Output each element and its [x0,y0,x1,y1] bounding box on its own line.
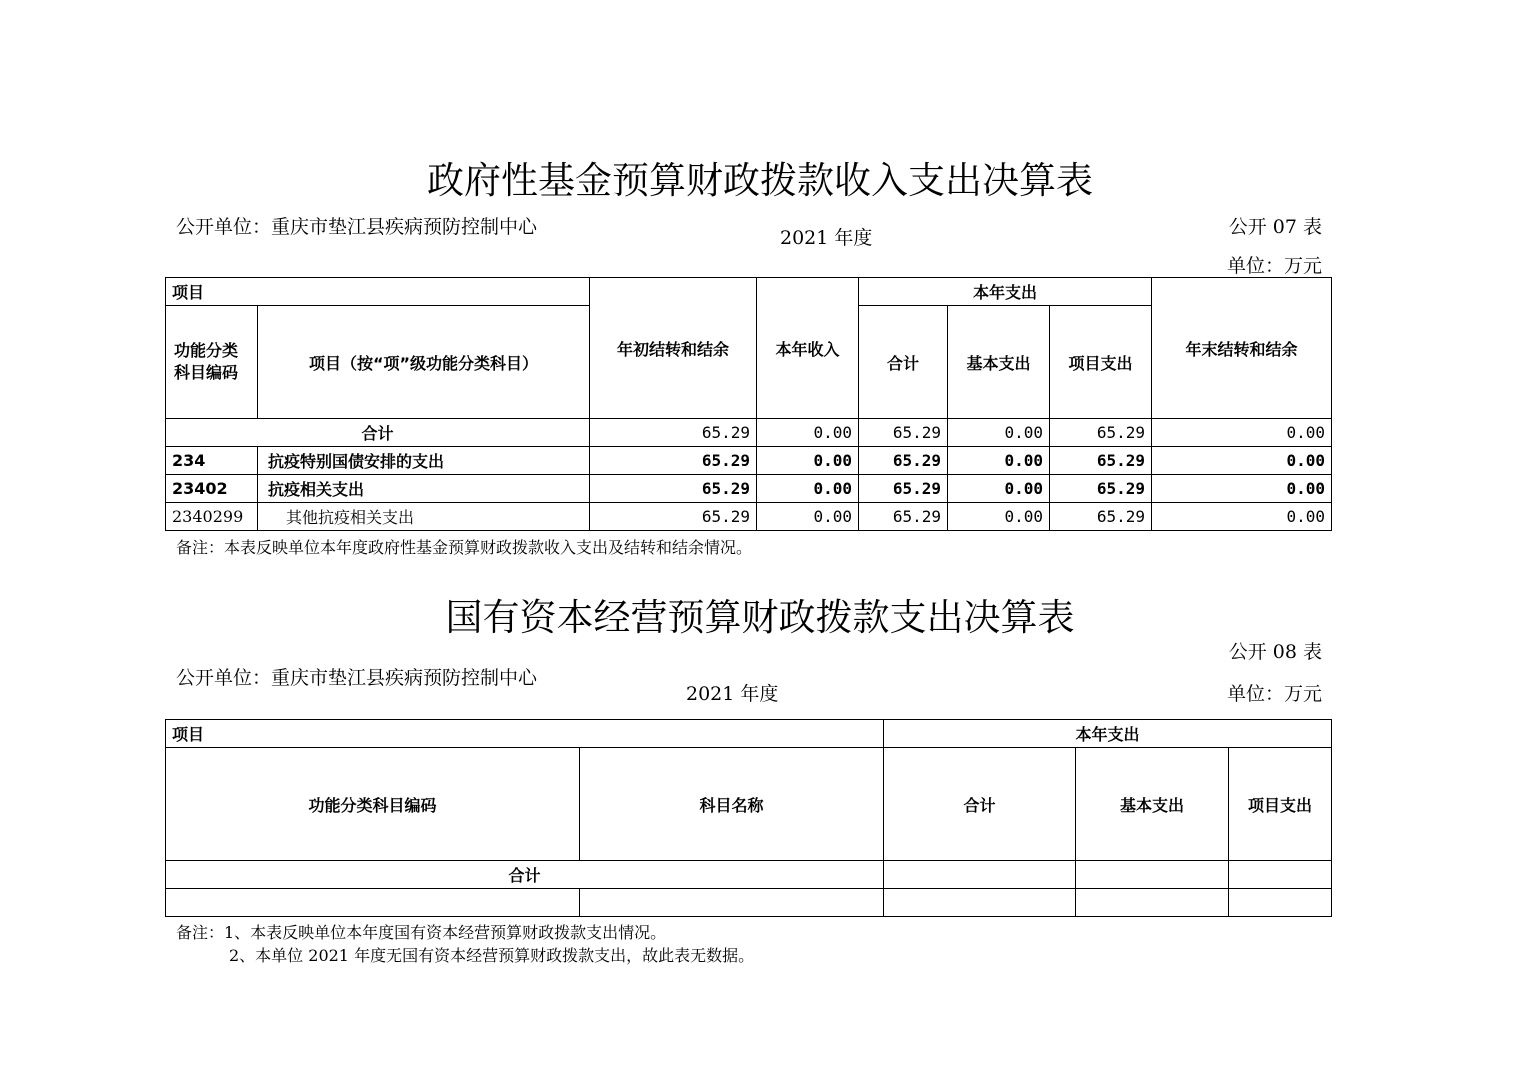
t7-total-label: 合计 [166,419,590,447]
table-row [166,447,1332,475]
t7-row-income: 0.00 [757,503,859,531]
t7-header-basic: 基本支出 [948,306,1050,419]
t8-empty-cell [580,889,884,917]
table7-note: 备注：本表反映单位本年度政府性基金预算财政拨款收入支出及结转和结余情况。 [176,538,753,557]
t7-total-row [166,419,1332,447]
t8-header-code: 功能分类科目编码 [166,748,580,861]
table8-note-1: 备注：1、本表反映单位本年度国有资本经营预算财政拨款支出情况。 [176,923,667,942]
t8-total-basic [1076,861,1229,889]
table8 [165,719,1332,917]
t7-row-total: 65.29 [859,503,948,531]
table-row [166,889,1332,917]
t7-total-basic: 0.00 [948,419,1050,447]
t7-row-name: 其他抗疫相关支出 [258,503,590,531]
t7-row-end: 0.00 [1152,503,1332,531]
t7-row-basic: 0.00 [948,475,1050,503]
t7-header-end: 年末结转和结余 [1152,278,1332,419]
t8-header-proj: 项目支出 [1229,748,1332,861]
t8-empty-cell [1076,889,1229,917]
t7-header-income: 本年收入 [757,278,859,419]
t7-header-code: 功能分类科目编码 [166,306,258,419]
t8-header-project: 项目 [166,720,884,748]
table7-title: 政府性基金预算财政拨款收入支出决算表 [427,159,1093,202]
table8-title: 国有资本经营预算财政拨款支出决算表 [445,596,1075,639]
t7-row-end: 0.00 [1152,475,1332,503]
t8-total-row [166,861,1332,889]
t7-row-proj: 65.29 [1050,503,1152,531]
t7-row-proj: 65.29 [1050,447,1152,475]
t8-header-basic: 基本支出 [1076,748,1229,861]
t7-row-begin: 65.29 [590,447,757,475]
t7-header-expense: 本年支出 [859,278,1152,306]
t7-row-name: 抗疫特别国债安排的支出 [258,447,590,475]
t7-total-income: 0.00 [757,419,859,447]
table8-unit-label: 公开单位：重庆市垫江县疾病预防控制中心 [176,667,538,689]
table8-table-no: 公开 08 表 [1228,641,1322,663]
table7-year: 2021 年度 [780,227,873,249]
t7-row-total: 65.29 [859,447,948,475]
t8-total-proj [1229,861,1332,889]
table7-unit-label: 公开单位：重庆市垫江县疾病预防控制中心 [176,216,538,238]
t7-row-basic: 0.00 [948,447,1050,475]
t7-row-income: 0.00 [757,475,859,503]
t8-empty-cell [1229,889,1332,917]
t7-header-total: 合计 [859,306,948,419]
t7-row-code: 2340299 [166,503,258,531]
t7-row-code: 23402 [166,475,258,503]
t7-row-basic: 0.00 [948,503,1050,531]
t8-empty-cell [884,889,1076,917]
t7-row-proj: 65.29 [1050,475,1152,503]
t7-header-project: 项目 [166,278,590,306]
t7-total-total: 65.29 [859,419,948,447]
t8-empty-cell [166,889,580,917]
table7-currency: 单位：万元 [1226,255,1322,277]
t7-row-total: 65.29 [859,475,948,503]
t7-row-code: 234 [166,447,258,475]
t8-total-label: 合计 [166,861,884,889]
t7-row-income: 0.00 [757,447,859,475]
t7-header-name: 项目（按“项”级功能分类科目） [258,306,590,419]
t7-row-name: 抗疫相关支出 [258,475,590,503]
table7-table-no: 公开 07 表 [1228,216,1322,238]
table8-note-2: 2、本单位 2021 年度无国有资本经营预算财政拨款支出，故此表无数据。 [229,946,755,965]
t7-row-begin: 65.29 [590,503,757,531]
t8-header-name: 科目名称 [580,748,884,861]
t8-header-total: 合计 [884,748,1076,861]
table8-currency: 单位：万元 [1226,683,1322,705]
t7-header-begin: 年初结转和结余 [590,278,757,419]
t7-row-end: 0.00 [1152,447,1332,475]
t7-total-begin: 65.29 [590,419,757,447]
t7-total-end: 0.00 [1152,419,1332,447]
t8-total-total [884,861,1076,889]
table-row [166,503,1332,531]
t7-header-proj: 项目支出 [1050,306,1152,419]
t8-header-expense: 本年支出 [884,720,1332,748]
t7-total-proj: 65.29 [1050,419,1152,447]
table7 [165,277,1332,531]
table8-year: 2021 年度 [686,683,779,705]
t7-row-begin: 65.29 [590,475,757,503]
table-row [166,475,1332,503]
